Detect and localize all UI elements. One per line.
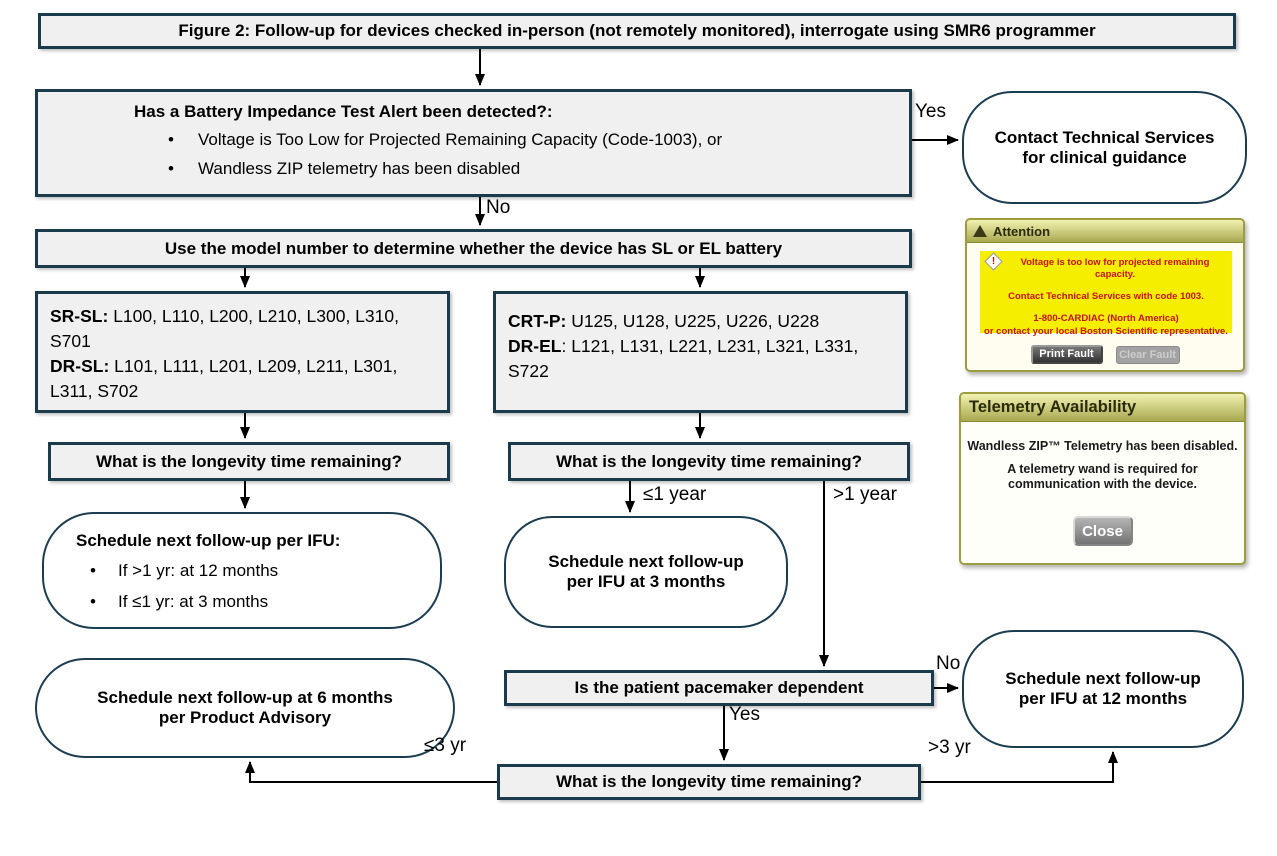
- ifu-schedule-bullet-1: [90, 555, 440, 586]
- battery-alert-heading: Has a Battery Impedance Test Alert been detected?:: [134, 102, 553, 121]
- attention-dialog-titlebar: [967, 220, 1243, 243]
- crt-p-label: CRT-P:: [508, 311, 567, 331]
- dr-sl-models: L101, L111, L201, L209, L211, L301, L311, S702: [50, 356, 398, 401]
- crt-p-models: U125, U128, U225, U226, U228: [566, 311, 820, 331]
- warning-triangle-icon: [973, 225, 987, 237]
- connector-le3yr-to-advisory: [250, 762, 497, 782]
- ifu-3-months-node: [504, 516, 788, 628]
- alert-diamond-icon: [984, 252, 1002, 270]
- telemetry-availability-dialog: [959, 392, 1246, 565]
- battery-alert-question-box: [35, 89, 912, 197]
- edge-label-yes-top: Yes: [915, 101, 946, 122]
- dr-el-row: [508, 334, 897, 384]
- edge-label-gt-1-year: >1 year: [833, 484, 897, 505]
- figure-title: Figure 2: Follow-up for devices checked in-person (not remotely monitored), interrogate using SMR6 programmer: [38, 13, 1236, 49]
- attention-alert-panel: [980, 251, 1232, 337]
- advisory-6-months-text: Schedule next follow-up at 6 months per Product Advisory: [97, 688, 393, 727]
- ifu-schedule-bullet-2: [90, 586, 440, 617]
- model-number-box: Use the model number to determine whether the device has SL or EL battery: [35, 229, 912, 268]
- close-button[interactable]: Close: [1073, 516, 1133, 546]
- ifu-12-months-node: [962, 630, 1244, 748]
- edge-label-le-3-yr: ≤3 yr: [424, 735, 467, 756]
- edge-label-yes-pacemaker: Yes: [729, 704, 760, 725]
- advisory-6-months-node: [35, 658, 455, 758]
- bullet-icon: •: [90, 561, 96, 580]
- pacemaker-dependent-box: Is the patient pacemaker dependent: [504, 670, 934, 706]
- edge-label-gt-3-yr: >3 yr: [928, 737, 971, 758]
- battery-alert-bullet-1-text: Voltage is Too Low for Projected Remaining Capacity (Code-1003), or: [198, 130, 723, 149]
- bullet-icon: •: [168, 130, 174, 149]
- dr-el-label: DR-EL: [508, 336, 562, 356]
- attention-dialog-title: Attention: [993, 223, 1051, 239]
- edge-label-no-pacemaker: No: [936, 653, 961, 674]
- telemetry-message-line-1: Wandless ZIP™ Telemetry has been disabled.: [967, 439, 1238, 453]
- alert-exclamation: !: [991, 256, 996, 267]
- dr-el-models: : L121, L131, L221, L231, L321, L331, S722: [508, 336, 859, 381]
- bullet-icon: •: [90, 592, 96, 611]
- attention-dialog: [965, 218, 1245, 372]
- attention-alert-line-1-text: Voltage is too low for projected remaining capacity.: [1020, 257, 1210, 280]
- attention-alert-line-4: or contact your local Boston Scientific representative.: [984, 326, 1228, 337]
- attention-alert-line-1: [980, 251, 1232, 281]
- dr-sl-label: DR-SL:: [50, 356, 110, 376]
- bullet-icon: •: [168, 159, 174, 178]
- telemetry-message-line-2b: communication with the device.: [1008, 477, 1197, 491]
- ifu-12-months-text: Schedule next follow-up per IFU at 12 months: [1005, 669, 1201, 708]
- dr-sl-row: [50, 354, 439, 404]
- sr-sl-row: [50, 304, 439, 354]
- ifu-schedule-node: [42, 512, 442, 629]
- edge-label-no-top: No: [486, 197, 511, 218]
- edge-label-le-1-year: ≤1 year: [643, 484, 707, 505]
- longevity-question-left: What is the longevity time remaining?: [48, 442, 450, 481]
- telemetry-dialog-body: [961, 439, 1244, 546]
- sr-sl-label: SR-SL:: [50, 306, 109, 326]
- longevity-question-bottom: What is the longevity time remaining?: [497, 764, 921, 800]
- ifu-schedule-bullet-2-text: If ≤1 yr: at 3 months: [118, 592, 269, 611]
- print-fault-button[interactable]: Print Fault: [1031, 345, 1103, 364]
- longevity-question-right: What is the longevity time remaining?: [508, 442, 910, 481]
- crt-p-row: [508, 309, 897, 334]
- sl-models-box: [35, 291, 450, 413]
- contact-technical-services-node: [962, 91, 1247, 204]
- ifu-schedule-bullet-1-text: If >1 yr: at 12 months: [118, 561, 279, 580]
- attention-alert-line-3: 1-800-CARDIAC (North America): [1033, 313, 1179, 324]
- sr-sl-models: L100, L110, L200, L210, L300, L310, S701: [50, 306, 399, 351]
- clear-fault-button[interactable]: Clear Fault: [1116, 346, 1180, 364]
- ifu-3-months-text: Schedule next follow-up per IFU at 3 months: [548, 552, 744, 591]
- battery-alert-bullet-2-text: Wandless ZIP telemetry has been disabled: [198, 159, 521, 178]
- telemetry-message-line-2a: A telemetry wand is required for: [1007, 462, 1198, 476]
- telemetry-dialog-title: Telemetry Availability: [969, 398, 1137, 416]
- ifu-schedule-heading: Schedule next follow-up per IFU:: [76, 531, 341, 550]
- battery-alert-bullet-1: [168, 125, 909, 154]
- telemetry-dialog-titlebar: [961, 394, 1244, 422]
- attention-dialog-buttons: [967, 345, 1243, 364]
- el-models-box: [493, 291, 908, 413]
- telemetry-message-line-2: [961, 462, 1244, 492]
- attention-alert-line-2: Contact Technical Services with code 1003.: [1008, 291, 1204, 302]
- battery-alert-bullet-2: [168, 154, 909, 183]
- contact-technical-services-text: Contact Technical Services for clinical guidance: [994, 127, 1215, 167]
